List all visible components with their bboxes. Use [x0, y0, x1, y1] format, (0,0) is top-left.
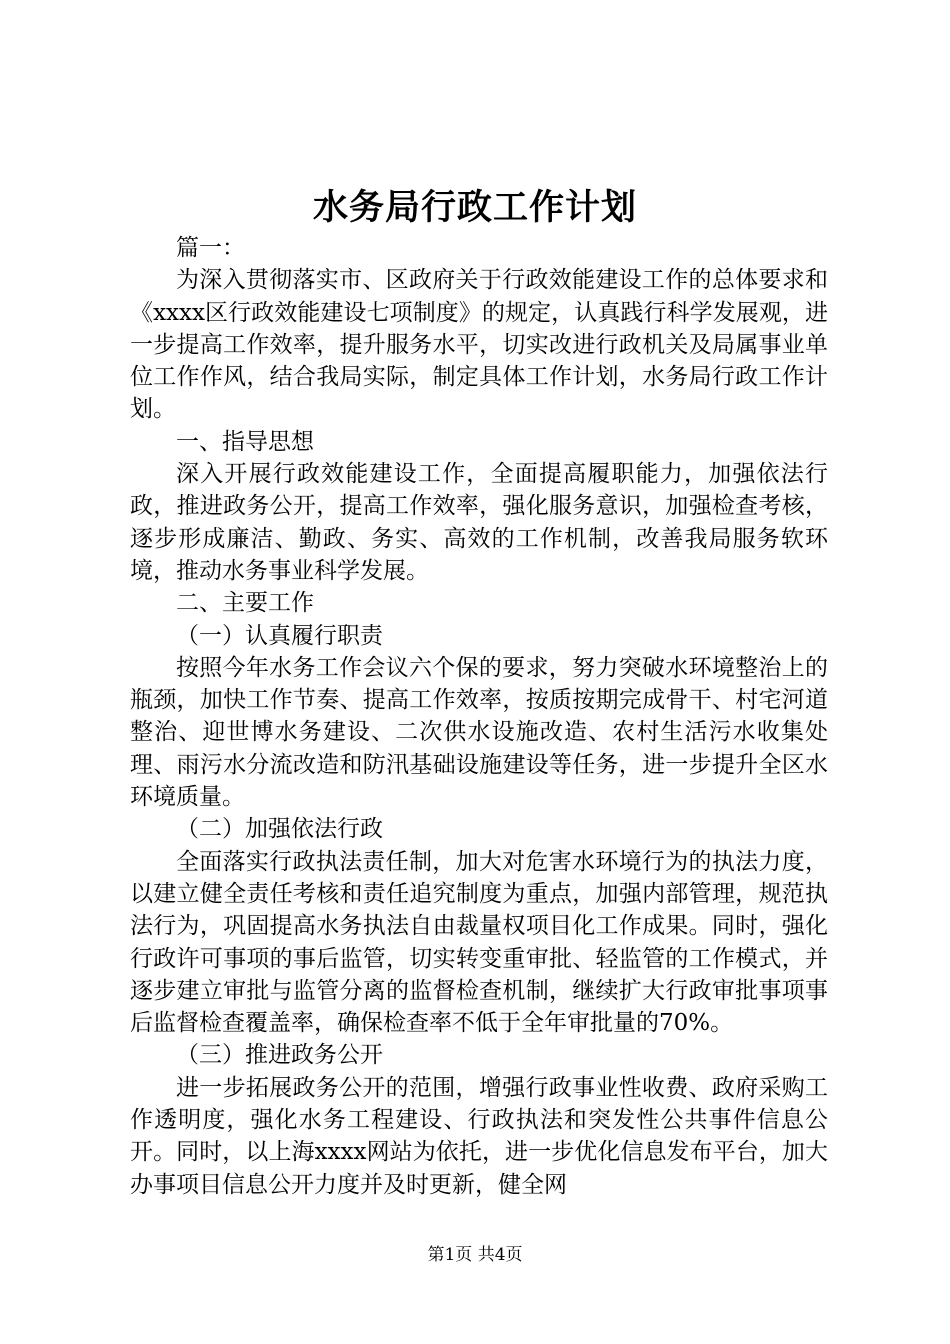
body-paragraph: 深入开展行政效能建设工作，全面提高履职能力，加强依法行政，推进政务公开，提高工作效率，强化服务意识，加强检查考核，逐步形成廉洁、勤政、务实、高效的工作机制，改善我局服务软环境，推动水务事业科学发展。	[130, 461, 828, 584]
subsection-heading: （二）加强依法行政	[176, 816, 383, 843]
body-paragraph: 全面落实行政执法责任制，加大对危害水环境行为的执法力度，以建立健全责任考核和责任追究制度为重点，加强内部管理，规范执法行为，巩固提高水务执法自由裁量权项目化工作成果。同时，强化行政许可事项的事后监管，切实转变重审批、轻监管的工作模式，并逐步建立审批与监管分离的监督检查机制，继续扩大行政审批事项事后监督检查覆盖率，确保检查率不低于全年审批量的70%。	[130, 848, 828, 1037]
body-paragraph: 按照今年水务工作会议六个保的要求，努力突破水环境整治上的瓶颈，加快工作节奏、提高工作效率，按质按期完成骨干、村宅河道整治、迎世博水务建设、二次供水设施改造、农村生活污水收集处理、雨污水分流改造和防汛基础设施建设等任务，进一步提升全区水环境质量。	[130, 654, 828, 811]
document-body	[130, 232, 828, 1201]
subsection-heading: （三）推进政务公开	[176, 1042, 383, 1069]
subsection-heading: （一）认真履行职责	[176, 622, 383, 649]
page-footer: 第1页 共4页	[427, 1245, 523, 1265]
section-heading: 一、指导思想	[176, 428, 314, 455]
section-heading: 篇一：	[176, 235, 245, 261]
body-paragraph: 进一步拓展政务公开的范围，增强行政事业性收费、政府采购工作透明度，强化水务工程建设、行政执法和突发性公共事件信息公开。同时，以上海xxxx网站为依托，进一步优化信息发布平台，加大办事项目信息公开力度并及时更新，健全网	[130, 1074, 828, 1198]
body-paragraph: 为深入贯彻落实市、区政府关于行政效能建设工作的总体要求和《xxxx区行政效能建设七项制度》的规定，认真践行科学发展观，进一步提高工作效率，提升服务水平，切实改进行政机关及局属事业单位工作作风，结合我局实际，制定具体工作计划，水务局行政工作计划。	[130, 267, 828, 423]
section-heading: 二、主要工作	[176, 590, 314, 617]
document-title: 水务局行政工作计划	[312, 187, 637, 228]
